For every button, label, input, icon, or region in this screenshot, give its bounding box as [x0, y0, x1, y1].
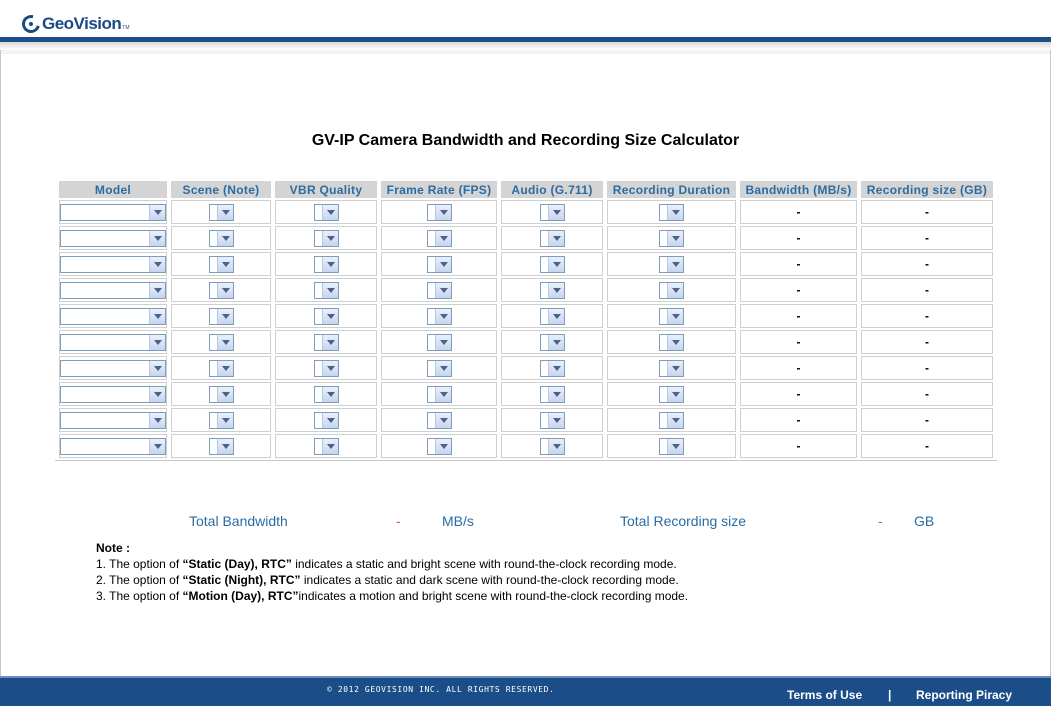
- bandwidth-value: -: [740, 200, 857, 224]
- table-cell: [171, 252, 271, 276]
- recording-duration-select[interactable]: [659, 412, 684, 429]
- col-header-recording-duration: Recording Duration: [607, 181, 736, 198]
- audio-select[interactable]: [540, 334, 565, 351]
- table-cell: [607, 304, 736, 328]
- chevron-down-icon[interactable]: [435, 231, 451, 246]
- table-cell: [607, 278, 736, 302]
- vbr-quality-select[interactable]: [314, 230, 339, 247]
- scene-select[interactable]: [209, 256, 234, 273]
- chevron-down-icon[interactable]: [548, 309, 564, 324]
- chevron-down-icon[interactable]: [435, 439, 451, 454]
- scene-select[interactable]: [209, 334, 234, 351]
- col-header-audio: Audio (G.711): [501, 181, 603, 198]
- chevron-down-icon[interactable]: [217, 309, 233, 324]
- model-select[interactable]: [60, 282, 166, 299]
- frame-rate-select[interactable]: [427, 256, 452, 273]
- reporting-piracy-link[interactable]: Reporting Piracy: [916, 688, 1013, 702]
- vbr-quality-select[interactable]: [314, 334, 339, 351]
- chevron-down-icon[interactable]: [435, 361, 451, 376]
- table-row: [59, 382, 993, 406]
- model-select[interactable]: [60, 230, 166, 247]
- table-header-row: [59, 181, 993, 198]
- scene-select[interactable]: [209, 308, 234, 325]
- chevron-down-icon[interactable]: [667, 335, 683, 350]
- table-cell: [607, 200, 736, 224]
- chevron-down-icon[interactable]: [435, 257, 451, 272]
- scene-select[interactable]: [209, 230, 234, 247]
- total-recording-unit: GB: [914, 513, 935, 529]
- model-select[interactable]: [60, 438, 166, 455]
- chevron-down-icon[interactable]: [322, 205, 338, 220]
- chevron-down-icon[interactable]: [149, 283, 165, 298]
- chevron-down-icon[interactable]: [435, 387, 451, 402]
- table-cell: [171, 330, 271, 354]
- table-cell: [381, 434, 497, 458]
- chevron-down-icon[interactable]: [667, 439, 683, 454]
- table-cell: [381, 356, 497, 380]
- chevron-down-icon[interactable]: [322, 309, 338, 324]
- audio-select[interactable]: [540, 438, 565, 455]
- table-cell: [381, 252, 497, 276]
- frame-rate-select[interactable]: [427, 282, 452, 299]
- total-recording-value: -: [878, 513, 883, 529]
- table-cell: [607, 434, 736, 458]
- table-cell: [381, 200, 497, 224]
- table-cell: [275, 200, 377, 224]
- table-cell: [607, 226, 736, 250]
- table-cell: [381, 278, 497, 302]
- audio-select[interactable]: [540, 308, 565, 325]
- chevron-down-icon[interactable]: [149, 439, 165, 454]
- total-recording-label: Total Recording size: [620, 513, 747, 529]
- col-header-model: Model: [59, 181, 167, 198]
- vbr-quality-select[interactable]: [314, 412, 339, 429]
- recording-duration-select[interactable]: [659, 256, 684, 273]
- chevron-down-icon[interactable]: [217, 205, 233, 220]
- note-option: “Static (Night), RTC”: [182, 573, 301, 587]
- note-option: “Motion (Day), RTC”: [182, 589, 299, 603]
- total-bandwidth-label: Total Bandwidth: [189, 513, 288, 529]
- table-cell: [59, 434, 167, 458]
- bandwidth-value: -: [740, 330, 857, 354]
- chevron-down-icon[interactable]: [149, 257, 165, 272]
- table-cell: [381, 408, 497, 432]
- table-cell: [275, 330, 377, 354]
- table-cell: [275, 382, 377, 406]
- terms-of-use-link[interactable]: Terms of Use: [787, 688, 863, 702]
- table-cell: [607, 382, 736, 406]
- recording-size-value: -: [861, 304, 993, 328]
- table-cell: [607, 330, 736, 354]
- table-row: [59, 304, 993, 328]
- col-header-recording-size: Recording size (GB): [861, 181, 993, 198]
- table-cell: [275, 252, 377, 276]
- chevron-down-icon[interactable]: [322, 387, 338, 402]
- table-cell: [59, 278, 167, 302]
- bandwidth-value: -: [740, 278, 857, 302]
- table-cell: [59, 356, 167, 380]
- page-title: GV-IP Camera Bandwidth and Recording Size Calculator: [311, 132, 740, 149]
- recording-size-value: -: [861, 330, 993, 354]
- table-row: [59, 330, 993, 354]
- table-row: [59, 200, 993, 224]
- chevron-down-icon[interactable]: [149, 335, 165, 350]
- chevron-down-icon[interactable]: [548, 283, 564, 298]
- chevron-down-icon[interactable]: [667, 283, 683, 298]
- bandwidth-value: -: [740, 408, 857, 432]
- frame-rate-select[interactable]: [427, 412, 452, 429]
- geovision-logo-icon: [19, 12, 44, 37]
- table-cell: [171, 356, 271, 380]
- note-suffix: indicates a static and bright scene with round-the-clock recording mode.: [291, 557, 677, 571]
- chevron-down-icon[interactable]: [435, 309, 451, 324]
- col-header-frame-rate: Frame Rate (FPS): [381, 181, 497, 198]
- vbr-quality-select[interactable]: [314, 386, 339, 403]
- table-cell: [501, 434, 603, 458]
- chevron-down-icon[interactable]: [667, 361, 683, 376]
- header-shadow: [0, 42, 1051, 50]
- chevron-down-icon[interactable]: [322, 283, 338, 298]
- audio-select[interactable]: [540, 204, 565, 221]
- chevron-down-icon[interactable]: [149, 387, 165, 402]
- chevron-down-icon[interactable]: [322, 257, 338, 272]
- chevron-down-icon[interactable]: [149, 361, 165, 376]
- table-row: [59, 356, 993, 380]
- table-cell: [501, 304, 603, 328]
- logo-trademark: TM: [122, 25, 130, 31]
- scene-select[interactable]: [209, 412, 234, 429]
- table-row: [59, 226, 993, 250]
- chevron-down-icon[interactable]: [548, 361, 564, 376]
- note-prefix: 3. The option of: [96, 589, 183, 603]
- table-row: [59, 408, 993, 432]
- recording-duration-select[interactable]: [659, 360, 684, 377]
- recording-size-value: -: [861, 278, 993, 302]
- chevron-down-icon[interactable]: [548, 205, 564, 220]
- table-row: [59, 278, 993, 302]
- scene-select[interactable]: [209, 360, 234, 377]
- table-cell: [275, 304, 377, 328]
- note-option: “Static (Day), RTC”: [182, 557, 292, 571]
- frame-rate-select[interactable]: [427, 438, 452, 455]
- table-cell: [381, 304, 497, 328]
- table-cell: [501, 200, 603, 224]
- chevron-down-icon[interactable]: [667, 205, 683, 220]
- chevron-down-icon[interactable]: [217, 413, 233, 428]
- table-cell: [607, 356, 736, 380]
- table-cell: [501, 356, 603, 380]
- model-select[interactable]: [60, 256, 166, 273]
- table-cell: [59, 226, 167, 250]
- chevron-down-icon[interactable]: [435, 205, 451, 220]
- chevron-down-icon[interactable]: [217, 257, 233, 272]
- scene-select[interactable]: [209, 438, 234, 455]
- bandwidth-value: -: [740, 434, 857, 458]
- table-cell: [607, 408, 736, 432]
- table-bottom-line: [55, 460, 997, 461]
- bandwidth-value: -: [740, 304, 857, 328]
- audio-select[interactable]: [540, 386, 565, 403]
- chevron-down-icon[interactable]: [667, 257, 683, 272]
- table-cell: [171, 382, 271, 406]
- note-prefix: 2. The option of: [96, 573, 183, 587]
- frame-rate-select[interactable]: [427, 334, 452, 351]
- recording-size-value: -: [861, 382, 993, 406]
- col-header-bandwidth: Bandwidth (MB/s): [740, 181, 857, 198]
- recording-duration-select[interactable]: [659, 204, 684, 221]
- vbr-quality-select[interactable]: [314, 308, 339, 325]
- scene-select[interactable]: [209, 204, 234, 221]
- table-cell: [59, 252, 167, 276]
- model-select[interactable]: [60, 308, 166, 325]
- chevron-down-icon[interactable]: [548, 439, 564, 454]
- chevron-down-icon[interactable]: [435, 413, 451, 428]
- table-cell: [171, 226, 271, 250]
- recording-duration-select[interactable]: [659, 282, 684, 299]
- note-item: [96, 572, 688, 588]
- chevron-down-icon[interactable]: [548, 335, 564, 350]
- chevron-down-icon[interactable]: [217, 231, 233, 246]
- table-cell: [171, 200, 271, 224]
- footer-separator: |: [888, 688, 892, 702]
- notes-title: Note :: [96, 541, 130, 555]
- table-cell: [381, 382, 497, 406]
- recording-size-value: -: [861, 200, 993, 224]
- audio-select[interactable]: [540, 412, 565, 429]
- scene-select[interactable]: [209, 386, 234, 403]
- vbr-quality-select[interactable]: [314, 360, 339, 377]
- table-cell: [501, 226, 603, 250]
- chevron-down-icon[interactable]: [435, 335, 451, 350]
- total-bandwidth-unit: MB/s: [442, 513, 474, 529]
- notes-section: [96, 540, 688, 604]
- chevron-down-icon[interactable]: [548, 413, 564, 428]
- chevron-down-icon[interactable]: [322, 439, 338, 454]
- vbr-quality-select[interactable]: [314, 256, 339, 273]
- table-cell: [275, 434, 377, 458]
- recording-size-value: -: [861, 356, 993, 380]
- chevron-down-icon[interactable]: [217, 439, 233, 454]
- chevron-down-icon[interactable]: [667, 309, 683, 324]
- chevron-down-icon[interactable]: [667, 387, 683, 402]
- chevron-down-icon[interactable]: [667, 231, 683, 246]
- total-bandwidth-value: -: [396, 513, 401, 529]
- table-cell: [381, 226, 497, 250]
- table-cell: [59, 200, 167, 224]
- chevron-down-icon[interactable]: [322, 231, 338, 246]
- bandwidth-value: -: [740, 252, 857, 276]
- recording-size-value: -: [861, 226, 993, 250]
- chevron-down-icon[interactable]: [548, 231, 564, 246]
- note-prefix: 1. The option of: [96, 557, 183, 571]
- table-cell: [381, 330, 497, 354]
- vbr-quality-select[interactable]: [314, 282, 339, 299]
- chevron-down-icon[interactable]: [667, 413, 683, 428]
- table-cell: [501, 330, 603, 354]
- note-item: [96, 588, 688, 604]
- table-cell: [171, 434, 271, 458]
- table-cell: [275, 408, 377, 432]
- audio-select[interactable]: [540, 230, 565, 247]
- model-select[interactable]: [60, 204, 166, 221]
- recording-duration-select[interactable]: [659, 334, 684, 351]
- chevron-down-icon[interactable]: [217, 361, 233, 376]
- model-select[interactable]: [60, 386, 166, 403]
- note-item: [96, 556, 688, 572]
- chevron-down-icon[interactable]: [149, 413, 165, 428]
- chevron-down-icon[interactable]: [217, 283, 233, 298]
- table-cell: [59, 330, 167, 354]
- scene-select[interactable]: [209, 282, 234, 299]
- bandwidth-value: -: [740, 226, 857, 250]
- chevron-down-icon[interactable]: [435, 283, 451, 298]
- frame-rate-select[interactable]: [427, 308, 452, 325]
- recording-duration-select[interactable]: [659, 308, 684, 325]
- chevron-down-icon[interactable]: [217, 335, 233, 350]
- recording-size-value: -: [861, 252, 993, 276]
- chevron-down-icon[interactable]: [548, 257, 564, 272]
- chevron-down-icon[interactable]: [149, 231, 165, 246]
- col-header-vbr-quality: VBR Quality: [275, 181, 377, 198]
- note-suffix: indicates a static and dark scene with round-the-clock recording mode.: [300, 573, 679, 587]
- table-cell: [501, 382, 603, 406]
- col-header-scene: Scene (Note): [171, 181, 271, 198]
- recording-size-value: -: [861, 408, 993, 432]
- recording-duration-select[interactable]: [659, 230, 684, 247]
- recording-duration-select[interactable]: [659, 438, 684, 455]
- geovision-logo[interactable]: [22, 11, 130, 37]
- frame-rate-select[interactable]: [427, 386, 452, 403]
- logo-text: GeoVision: [42, 14, 122, 33]
- table-cell: [275, 278, 377, 302]
- vbr-quality-select[interactable]: [314, 438, 339, 455]
- chevron-down-icon[interactable]: [217, 387, 233, 402]
- bandwidth-value: -: [740, 382, 857, 406]
- frame-rate-select[interactable]: [427, 360, 452, 377]
- chevron-down-icon[interactable]: [322, 413, 338, 428]
- note-suffix: indicates a motion and bright scene with round-the-clock recording mode.: [298, 589, 689, 603]
- vbr-quality-select[interactable]: [314, 204, 339, 221]
- chevron-down-icon[interactable]: [149, 205, 165, 220]
- table-row: [59, 434, 993, 458]
- audio-select[interactable]: [540, 360, 565, 377]
- table-cell: [171, 278, 271, 302]
- frame-rate-select[interactable]: [427, 204, 452, 221]
- audio-select[interactable]: [540, 282, 565, 299]
- chevron-down-icon[interactable]: [322, 361, 338, 376]
- frame-rate-select[interactable]: [427, 230, 452, 247]
- calculator-table-body: [59, 200, 993, 458]
- model-select[interactable]: [60, 360, 166, 377]
- chevron-down-icon[interactable]: [548, 387, 564, 402]
- chevron-down-icon[interactable]: [322, 335, 338, 350]
- table-cell: [607, 252, 736, 276]
- audio-select[interactable]: [540, 256, 565, 273]
- table-cell: [171, 408, 271, 432]
- table-cell: [275, 226, 377, 250]
- model-select[interactable]: [60, 334, 166, 351]
- table-cell: [501, 408, 603, 432]
- table-cell: [275, 356, 377, 380]
- recording-duration-select[interactable]: [659, 386, 684, 403]
- table-cell: [59, 382, 167, 406]
- bandwidth-value: -: [740, 356, 857, 380]
- table-cell: [501, 278, 603, 302]
- chevron-down-icon[interactable]: [149, 309, 165, 324]
- model-select[interactable]: [60, 412, 166, 429]
- table-cell: [59, 408, 167, 432]
- table-row: [59, 252, 993, 276]
- recording-size-value: -: [861, 434, 993, 458]
- table-cell: [171, 304, 271, 328]
- copyright-text: © 2012 GEOVISION INC. ALL RIGHTS RESERVED.: [327, 685, 555, 694]
- table-cell: [59, 304, 167, 328]
- table-cell: [501, 252, 603, 276]
- calculator-table: [55, 179, 997, 460]
